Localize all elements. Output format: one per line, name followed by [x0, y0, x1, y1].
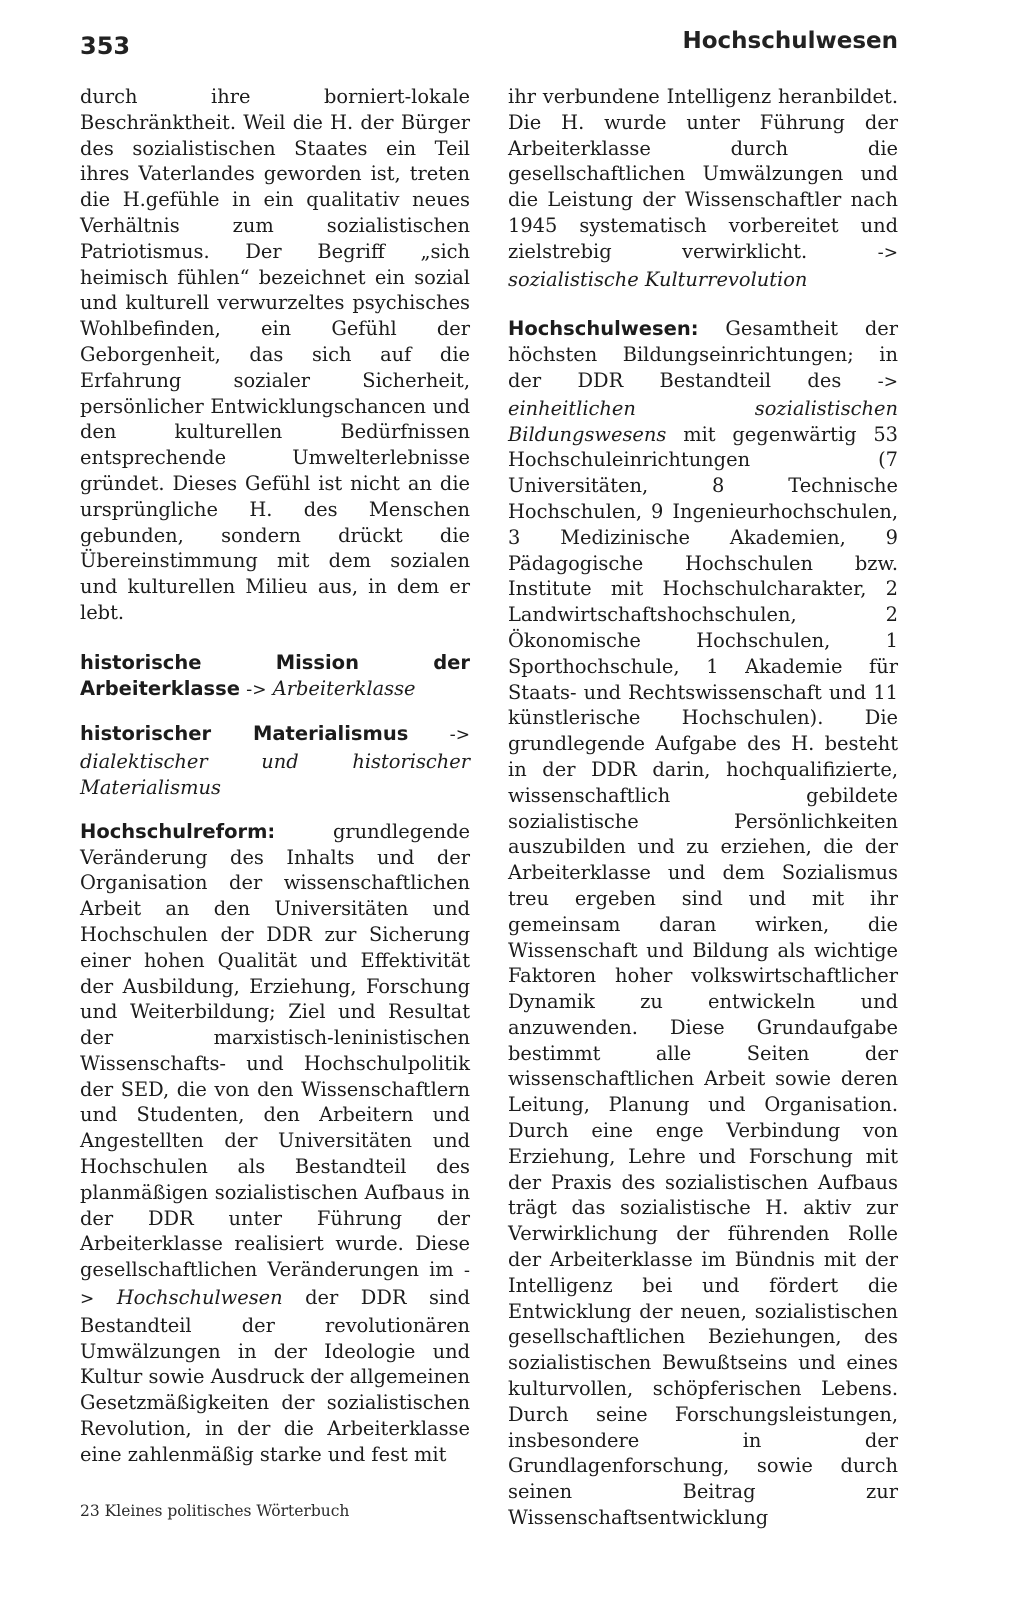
cross-reference-arrow-icon: ->	[246, 679, 267, 700]
cross-reference-arrow-icon: ->	[877, 242, 898, 263]
right-column	[508, 84, 898, 1531]
left-column	[80, 84, 470, 1468]
entry-historische-mission	[80, 650, 470, 704]
cross-reference-arrow-icon: ->	[877, 371, 898, 392]
printer-signature: 23	[80, 1502, 100, 1520]
continuation-text-left: durch ihre borniert-lokale Beschränktheit. Weil die H. der Bürger des sozialistischen Staates ein Teil ihres Vaterlandes geworden ist, treten die H.gefühle in ein qualitativ neues Verhältnis zum sozialistischen Patriotismus. Der Begriff „sich heimisch fühlen“ bezeichnet ein sozial und kulturell verwurzeltes psychisches Wohlbefinden, ein Gefühl der Geborgenheit, das sich auf die Erfahrung sozialer Sicherheit, persönlicher Entwicklungschancen und den kulturellen Bedürfnissen entsprechende Umwelterlebnisse gründet. Dieses Gefühl ist nicht an die ursprüngliche H. des Menschen gebunden, sondern drückt die Übereinstimmung mit dem sozialen und kulturellen Milieu aus, in dem er lebt.	[80, 85, 470, 624]
cross-reference: sozialistische Kulturrevolution	[508, 267, 808, 291]
entry-historischer-materialismus	[80, 721, 470, 800]
entry-definition: grundlegende Veränderung des Inhalts und der Organisation der wissenschaftlichen Arbeit an den Universitäten und Hochschulen der DDR zur Sicherung einer hohen Qualität und Effektivität der Ausbildung, Erziehung, Forschung und Weiterbildung; Ziel und Resultat der marxistisch-leninistischen Wissenschafts- und Hochschulpolitik der SED, die von den Wissenschaftlern und Studenten, den Arbeitern und Angestellten der Universitäten und Hochschulen als Bestandteil des planmäßigen sozialistischen Aufbaus in der DDR unter Führung der Arbeiterklasse realisiert wurde. Diese gesellschaftlichen Veränderungen im	[80, 819, 470, 1282]
entry-term: historische Mission der Arbeiterklasse	[80, 650, 470, 700]
cross-reference-arrow-icon: ->	[80, 1261, 470, 1310]
book-title: Kleines politisches Wörterbuch	[104, 1502, 350, 1520]
entry-definition-continued: der DDR sind Bestandteil der revolutionären Umwälzungen in der Ideologie und Kultur sowie Ausdruck der allgemeinen Gesetzmäßigkeiten der sozialistischen Revolution, in der die Arbeiterklasse eine zahlenmäßig starke und fest mit	[80, 1286, 470, 1466]
cross-reference: einheitlichen sozialistischen Bildungswesens	[508, 396, 898, 446]
footer	[80, 1502, 349, 1520]
entry-term: Hochschulwesen:	[508, 317, 699, 341]
entry-term: Hochschulreform:	[80, 819, 276, 843]
running-head: Hochschulwesen	[682, 28, 898, 54]
entry-definition-continued: mit gegenwärtig 53 Hochschuleinrichtungen (7 Universitäten, 8 Technische Hochschulen, 9 Ingenieurhochschulen, 3 Medizinische Akademien, 9 Pädagogische Hochschulen bzw. Institute mit Hochschulcharakter, 2 Landwirtschaftshochschulen, 2 Ökonomische Hochschulen, 1 Sporthochschule, 1 Akademie für Staats- und Rechtswissenschaft und 11 künstlerische Hochschulen). Die grundlegende Aufgabe des H. besteht in der DDR darin, hochqualifizierte, wissenschaftlich gebildete sozialistische Persönlichkeiten auszubilden und zu erziehen, die der Arbeiterklasse und dem Sozialismus treu ergeben sind und mit ihr gemeinsam daran wirken, die Wissenschaft und Bildung als wichtige Faktoren hoher volkswirtschaftlicher Dynamik zu entwickeln und anzuwenden. Diese Grundaufgabe bestimmt alle Seiten der wissenschaftlichen Arbeit sowie deren Leitung, Planung und Organisation. Durch eine enge Verbindung von Erziehung, Lehre und Forschung mit der Praxis des sozialistischen Aufbaus trägt das sozialistische H. aktiv zur Verwirklichung der führenden Rolle der Arbeiterklasse im Bündnis mit der Intelligenz bei und fördert die Entwicklung der neuen, sozialistischen gesellschaftlichen Beziehungen, des sozialistischen Bewußtseins und eines kulturvollen, schöpferischen Lebens. Durch seine Forschungsleistungen, insbesondere in der Grundlagenforschung, sowie durch seinen Beitrag zur Wissenschaftsentwicklung	[508, 422, 898, 1530]
cross-reference: Arbeiterklasse	[272, 676, 416, 700]
entry-hochschulreform	[80, 819, 470, 1468]
continuation-text: ihr verbundene Intelligenz heranbildet. Die H. wurde unter Führung der Arbeiterklasse durch die gesellschaftlichen Umwälzungen und die Leistung der Wissenschaftler nach 1945 systematisch vorbereitet und zielstrebig verwirklicht.	[508, 85, 898, 263]
continuation-text-right	[508, 84, 898, 292]
cross-reference: Hochschulwesen	[116, 1286, 283, 1310]
cross-reference: dialektischer und historischer Materialismus	[80, 750, 470, 799]
entry-term: historischer Materialismus	[80, 722, 409, 746]
entry-hochschulwesen	[508, 316, 898, 1530]
entry-definition: Gesamtheit der höchsten Bildungseinrichtungen; in der DDR Bestandteil des	[508, 317, 898, 392]
page-number: 353	[80, 32, 131, 60]
cross-reference-arrow-icon: ->	[449, 725, 470, 746]
